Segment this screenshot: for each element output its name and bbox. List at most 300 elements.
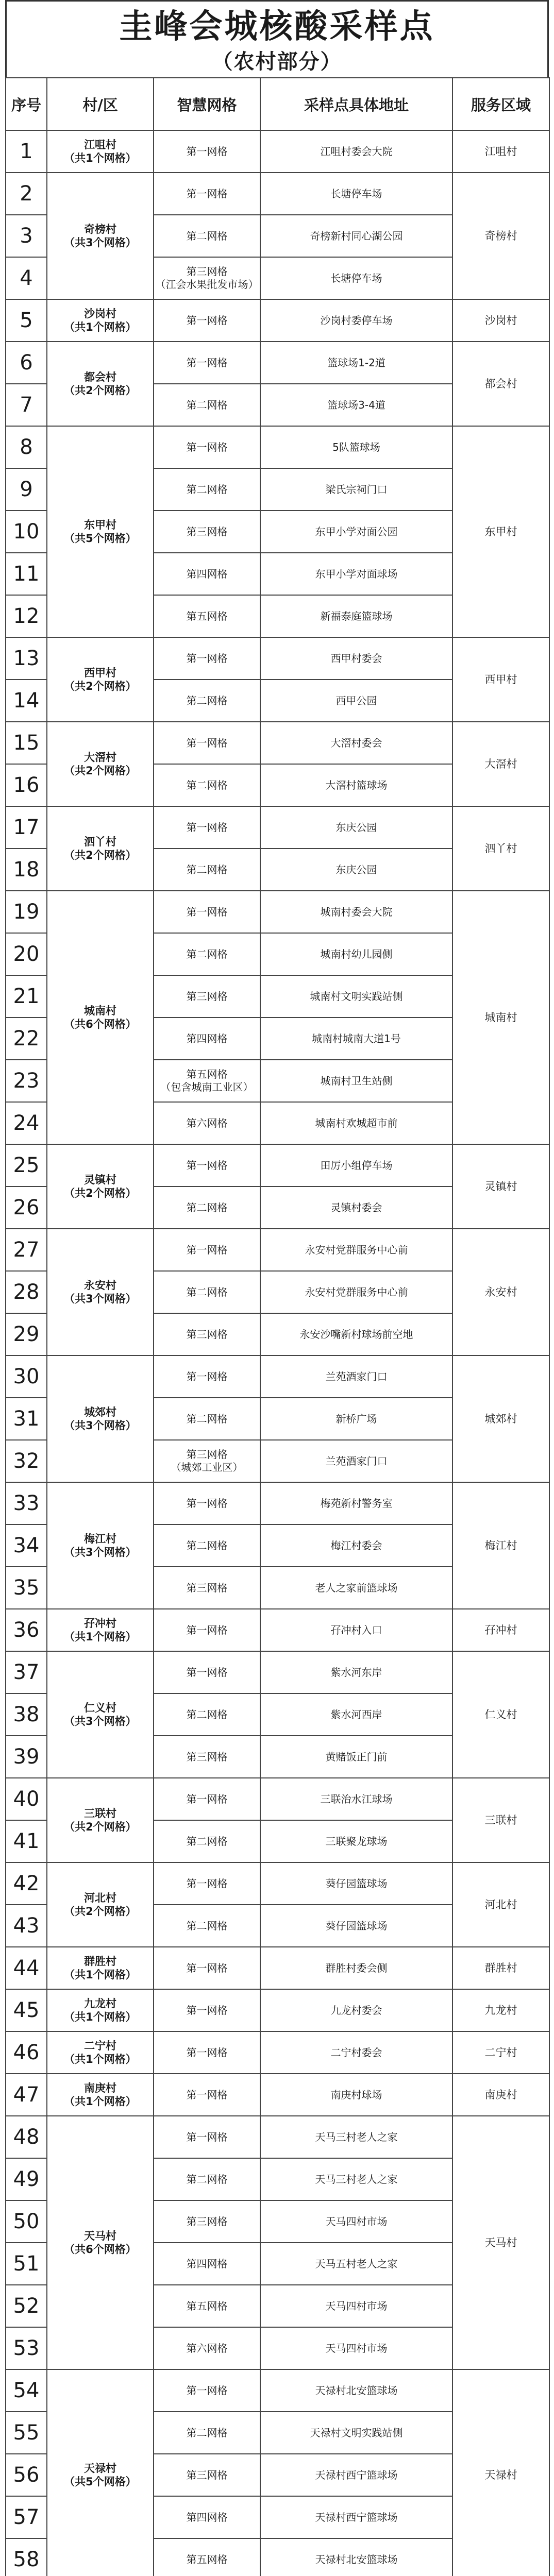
address-cell: 葵仔园篮球场 [260, 1905, 452, 1947]
service-area-cell: 江咀村 [452, 130, 549, 173]
grid-cell [154, 1187, 260, 1229]
service-area-cell: 沙岗村 [452, 299, 549, 342]
village-name: 天禄村 [84, 2462, 116, 2475]
address-cell: 南庚村球场 [260, 2074, 452, 2116]
village-cell [47, 2074, 154, 2116]
grid-name: 第二网格 [186, 1539, 228, 1552]
grid-cell [154, 215, 260, 257]
village-cell [47, 342, 154, 426]
row-number-cell: 43 [6, 1905, 47, 1947]
village-cell [47, 1989, 154, 2031]
grid-cell [154, 426, 260, 468]
address-cell: 东庆公园 [260, 849, 452, 891]
grid-cell [154, 2074, 260, 2116]
village-grid-count: （共3个网格） [64, 1293, 137, 1305]
grid-cell [154, 1144, 260, 1187]
village-cell [47, 1778, 154, 1862]
village-name: 泗丫村 [84, 836, 116, 848]
address-cell: 天马四村市场 [260, 2200, 452, 2243]
table-row [6, 1989, 549, 2031]
row-number-cell: 53 [6, 2327, 47, 2369]
village-grid-count: （共2个网格） [64, 384, 137, 397]
row-number-cell: 10 [6, 511, 47, 553]
service-area-cell: 永安村 [452, 1229, 549, 1355]
grid-name: 第二网格 [186, 778, 228, 791]
grid-cell [154, 1060, 260, 1102]
grid-cell [154, 1820, 260, 1862]
service-area-cell: 奇榜村 [452, 173, 549, 299]
table-row [6, 1229, 549, 1271]
village-name: 群胜村 [84, 1955, 116, 1968]
row-number-cell: 22 [6, 1018, 47, 1060]
address-cell: 灵镇村委会 [260, 1187, 452, 1229]
village-cell [47, 2369, 154, 2576]
address-cell: 天马四村市场 [260, 2285, 452, 2327]
grid-cell [154, 173, 260, 215]
address-cell: 城南村城南大道1号 [260, 1018, 452, 1060]
grid-note: （包含城南工业区） [160, 1081, 254, 1093]
grid-name: 第一网格 [186, 1159, 228, 1172]
grid-cell [154, 1229, 260, 1271]
village-name: 九龙村 [84, 1997, 116, 2010]
village-cell [47, 1229, 154, 1355]
grid-name: 第二网格 [186, 694, 228, 707]
address-cell: 永安村党群服务中心前 [260, 1271, 452, 1313]
grid-name: 第四网格 [186, 567, 228, 580]
grid-cell [154, 2285, 260, 2327]
village-cell [47, 1482, 154, 1609]
address-cell: 奇榜新村同心湖公园 [260, 215, 452, 257]
title-block [5, 0, 549, 77]
address-cell: 5队篮球场 [260, 426, 452, 468]
grid-name: 第二网格 [186, 483, 228, 496]
grid-cell [154, 637, 260, 680]
address-cell: 永安沙嘴新村球场前空地 [260, 1313, 452, 1355]
address-cell: 西甲公园 [260, 680, 452, 722]
row-number-cell: 14 [6, 680, 47, 722]
grid-name: 第一网格 [186, 736, 228, 749]
village-name: 永安村 [84, 1279, 116, 1292]
grid-cell [154, 1355, 260, 1398]
grid-cell [154, 1651, 260, 1693]
address-cell: 梁氏宗祠门口 [260, 468, 452, 511]
village-cell [47, 1144, 154, 1229]
address-cell: 城南村幼儿园侧 [260, 933, 452, 975]
village-cell [47, 2031, 154, 2074]
grid-cell [154, 1524, 260, 1567]
service-area-cell: 灵镇村 [452, 1144, 549, 1229]
village-name: 西甲村 [84, 667, 116, 679]
address-cell: 天禄村西宁篮球场 [260, 2496, 452, 2538]
table-row [6, 130, 549, 173]
table-row [6, 299, 549, 342]
grid-cell [154, 806, 260, 849]
grid-cell [154, 2243, 260, 2285]
village-cell [47, 1355, 154, 1482]
grid-cell [154, 1398, 260, 1440]
grid-cell [154, 975, 260, 1018]
address-cell: 长塘停车场 [260, 173, 452, 215]
row-number-cell: 1 [6, 130, 47, 173]
grid-cell [154, 1482, 260, 1524]
service-area-cell: 九龙村 [452, 1989, 549, 2031]
grid-name: 第二网格 [186, 863, 228, 876]
village-name: 沙岗村 [84, 308, 116, 320]
address-cell: 群胜村委会侧 [260, 1947, 452, 1989]
village-grid-count: （共6个网格） [64, 2243, 137, 2256]
grid-name: 第一网格 [186, 2384, 228, 2397]
service-area-cell: 西甲村 [452, 637, 549, 722]
row-number-cell: 4 [6, 257, 47, 299]
table-row [6, 806, 549, 849]
village-name: 仁义村 [84, 1702, 116, 1714]
row-number-cell: 37 [6, 1651, 47, 1693]
row-number-cell: 38 [6, 1693, 47, 1736]
grid-cell [154, 2327, 260, 2369]
village-grid-count: （共2个网格） [64, 765, 137, 777]
grid-cell [154, 1102, 260, 1144]
sampling-table [5, 77, 550, 2576]
grid-name: 第六网格 [186, 2342, 228, 2354]
row-number-cell: 56 [6, 2454, 47, 2496]
row-number-cell: 26 [6, 1187, 47, 1229]
row-number-cell: 24 [6, 1102, 47, 1144]
village-cell [47, 637, 154, 722]
address-cell: 永安村党群服务中心前 [260, 1229, 452, 1271]
grid-cell [154, 1693, 260, 1736]
address-cell: 新桥广场 [260, 1398, 452, 1440]
village-cell [47, 426, 154, 637]
village-name: 三联村 [84, 1807, 116, 1820]
grid-name: 第一网格 [186, 356, 228, 369]
grid-name: 第一网格 [186, 905, 228, 918]
grid-cell [154, 1018, 260, 1060]
service-area-cell: 二宁村 [452, 2031, 549, 2074]
row-number-cell: 17 [6, 806, 47, 849]
address-cell: 沙岗村委停车场 [260, 299, 452, 342]
address-cell: 东甲小学对面公园 [260, 511, 452, 553]
service-area-cell: 孖冲村 [452, 1609, 549, 1651]
row-number-cell: 29 [6, 1313, 47, 1355]
grid-cell [154, 722, 260, 764]
grid-name: 第一网格 [186, 314, 228, 327]
village-grid-count: （共2个网格） [64, 1187, 137, 1199]
address-cell: 城南村文明实践站侧 [260, 975, 452, 1018]
row-number-cell: 31 [6, 1398, 47, 1440]
grid-name: 第三网格 [186, 1448, 228, 1461]
grid-name: 第一网格 [186, 2130, 228, 2143]
table-row [6, 1651, 549, 1693]
service-area-cell: 天禄村 [452, 2369, 549, 2576]
village-name: 大滘村 [84, 751, 116, 764]
grid-name: 第二网格 [186, 1412, 228, 1425]
page-title: 圭峰会城核酸采样点 [119, 8, 435, 46]
grid-cell [154, 2158, 260, 2200]
address-cell: 天马三村老人之家 [260, 2116, 452, 2158]
village-grid-count: （共6个网格） [64, 1018, 137, 1030]
grid-name: 第二网格 [186, 2173, 228, 2185]
grid-cell [154, 1567, 260, 1609]
address-cell: 天禄村西宁篮球场 [260, 2454, 452, 2496]
service-area-cell: 河北村 [452, 1862, 549, 1947]
grid-cell [154, 299, 260, 342]
grid-cell [154, 342, 260, 384]
village-cell [47, 1651, 154, 1778]
village-cell [47, 299, 154, 342]
grid-cell [154, 553, 260, 595]
grid-name: 第四网格 [186, 2511, 228, 2523]
village-cell [47, 1862, 154, 1947]
header-area: 服务区域 [452, 78, 549, 130]
address-cell: 长塘停车场 [260, 257, 452, 299]
grid-name: 第一网格 [186, 1370, 228, 1383]
header-no: 序号 [6, 78, 47, 130]
village-cell [47, 1947, 154, 1989]
grid-name: 第四网格 [186, 2257, 228, 2270]
table-row [6, 1947, 549, 1989]
village-grid-count: （共1个网格） [64, 1969, 137, 1981]
address-cell: 九龙村委会 [260, 1989, 452, 2031]
grid-name: 第一网格 [186, 1666, 228, 1679]
grid-name: 第一网格 [186, 1497, 228, 1510]
village-name: 天马村 [84, 2230, 116, 2242]
row-number-cell: 6 [6, 342, 47, 384]
row-number-cell: 3 [6, 215, 47, 257]
row-number-cell: 9 [6, 468, 47, 511]
address-cell: 葵仔园篮球场 [260, 1862, 452, 1905]
grid-cell [154, 1440, 260, 1482]
row-number-cell: 51 [6, 2243, 47, 2285]
row-number-cell: 48 [6, 2116, 47, 2158]
grid-name: 第一网格 [186, 440, 228, 453]
grid-name: 第一网格 [186, 1877, 228, 1890]
village-name: 城郊村 [84, 1406, 116, 1418]
row-number-cell: 44 [6, 1947, 47, 1989]
table-row [6, 2031, 549, 2074]
address-cell: 江咀村委会大院 [260, 130, 452, 173]
page-subtitle: （农村部分） [212, 50, 342, 74]
address-cell: 田厉小组停车场 [260, 1144, 452, 1187]
village-name: 都会村 [84, 371, 116, 383]
row-number-cell: 27 [6, 1229, 47, 1271]
grid-cell [154, 1609, 260, 1651]
village-name: 江咀村 [84, 139, 116, 151]
grid-name: 第一网格 [186, 1792, 228, 1805]
grid-cell [154, 2412, 260, 2454]
village-name: 东甲村 [84, 519, 116, 531]
table-row [6, 342, 549, 384]
row-number-cell: 52 [6, 2285, 47, 2327]
grid-cell [154, 1313, 260, 1355]
grid-cell [154, 849, 260, 891]
table-row [6, 1355, 549, 1398]
table-row [6, 637, 549, 680]
address-cell: 新福泰庭篮球场 [260, 595, 452, 637]
grid-name: 第二网格 [186, 229, 228, 242]
grid-cell [154, 2538, 260, 2576]
grid-note: （城郊工业区） [171, 1461, 243, 1473]
grid-name: 第五网格 [186, 609, 228, 622]
grid-cell [154, 2454, 260, 2496]
address-cell: 大滘村篮球场 [260, 764, 452, 806]
village-grid-count: （共1个网格） [64, 2053, 137, 2065]
header-grid: 智慧网格 [154, 78, 260, 130]
table-row [6, 2074, 549, 2116]
address-cell: 东庆公园 [260, 806, 452, 849]
village-grid-count: （共3个网格） [64, 1715, 137, 1727]
grid-name: 第二网格 [186, 1835, 228, 1848]
table-row [6, 1482, 549, 1524]
row-number-cell: 21 [6, 975, 47, 1018]
service-area-cell: 群胜村 [452, 1947, 549, 1989]
grid-cell [154, 1778, 260, 1820]
grid-name: 第五网格 [186, 2553, 228, 2566]
grid-cell [154, 130, 260, 173]
row-number-cell: 19 [6, 891, 47, 933]
village-grid-count: （共1个网格） [64, 321, 137, 333]
address-cell: 西甲村委会 [260, 637, 452, 680]
table-row [6, 1609, 549, 1651]
village-name: 孖冲村 [84, 1617, 116, 1630]
grid-cell [154, 257, 260, 299]
village-cell [47, 891, 154, 1144]
village-name: 南庚村 [84, 2082, 116, 2094]
village-grid-count: （共5个网格） [64, 2476, 137, 2488]
row-number-cell: 28 [6, 1271, 47, 1313]
address-cell: 紫水河东岸 [260, 1651, 452, 1693]
row-number-cell: 7 [6, 384, 47, 426]
village-grid-count: （共3个网格） [64, 1546, 137, 1558]
address-cell: 兰苑酒家门口 [260, 1440, 452, 1482]
grid-cell [154, 764, 260, 806]
row-number-cell: 35 [6, 1567, 47, 1609]
village-name: 灵镇村 [84, 1174, 116, 1186]
address-cell: 城南村欢城超市前 [260, 1102, 452, 1144]
address-cell: 二宁村委会 [260, 2031, 452, 2074]
grid-cell [154, 1905, 260, 1947]
village-grid-count: （共1个网格） [64, 2095, 137, 2108]
row-number-cell: 11 [6, 553, 47, 595]
village-grid-count: （共2个网格） [64, 1821, 137, 1833]
grid-cell [154, 1989, 260, 2031]
grid-cell [154, 511, 260, 553]
grid-name: 第三网格 [186, 525, 228, 538]
village-grid-count: （共2个网格） [64, 1905, 137, 1918]
table-row [6, 173, 549, 215]
address-cell: 天马五村老人之家 [260, 2243, 452, 2285]
row-number-cell: 36 [6, 1609, 47, 1651]
table-row [6, 2369, 549, 2412]
service-area-cell: 大滘村 [452, 722, 549, 806]
grid-name: 第三网格 [186, 1328, 228, 1341]
grid-name: 第一网格 [186, 1623, 228, 1636]
village-grid-count: （共1个网格） [64, 152, 137, 164]
service-area-cell: 梅江村 [452, 1482, 549, 1609]
row-number-cell: 16 [6, 764, 47, 806]
village-grid-count: （共3个网格） [64, 1419, 137, 1432]
grid-name: 第一网格 [186, 652, 228, 665]
row-number-cell: 50 [6, 2200, 47, 2243]
grid-name: 第一网格 [186, 2046, 228, 2059]
service-area-cell: 南庚村 [452, 2074, 549, 2116]
row-number-cell: 33 [6, 1482, 47, 1524]
address-cell: 梅苑新村警务室 [260, 1482, 452, 1524]
address-cell: 三联聚龙球场 [260, 1820, 452, 1862]
table-row [6, 2116, 549, 2158]
grid-cell [154, 2116, 260, 2158]
grid-name: 第三网格 [186, 1581, 228, 1594]
row-number-cell: 13 [6, 637, 47, 680]
row-number-cell: 57 [6, 2496, 47, 2538]
grid-cell [154, 384, 260, 426]
grid-cell [154, 2200, 260, 2243]
village-grid-count: （共2个网格） [64, 849, 137, 861]
address-cell: 城南村卫生站侧 [260, 1060, 452, 1102]
row-number-cell: 55 [6, 2412, 47, 2454]
address-cell: 天禄村文明实践站侧 [260, 2412, 452, 2454]
row-number-cell: 20 [6, 933, 47, 975]
row-number-cell: 18 [6, 849, 47, 891]
grid-name: 第二网格 [186, 1708, 228, 1721]
village-name: 二宁村 [84, 2040, 116, 2052]
village-cell [47, 1609, 154, 1651]
table-row [6, 1144, 549, 1187]
grid-cell [154, 2369, 260, 2412]
grid-name: 第一网格 [186, 821, 228, 834]
village-grid-count: （共3个网格） [64, 236, 137, 249]
address-cell: 城南村委会大院 [260, 891, 452, 933]
grid-cell [154, 933, 260, 975]
row-number-cell: 41 [6, 1820, 47, 1862]
table-row [6, 1862, 549, 1905]
address-cell: 天禄村北安篮球场 [260, 2369, 452, 2412]
row-number-cell: 40 [6, 1778, 47, 1820]
service-area-cell: 泗丫村 [452, 806, 549, 891]
grid-cell [154, 468, 260, 511]
address-cell: 天马四村市场 [260, 2327, 452, 2369]
header-village: 村/区 [47, 78, 154, 130]
grid-name: 第三网格 [186, 265, 228, 278]
grid-name: 第五网格 [186, 2299, 228, 2312]
grid-cell [154, 680, 260, 722]
village-name: 奇榜村 [84, 223, 116, 235]
village-grid-count: （共2个网格） [64, 680, 137, 692]
grid-name: 第三网格 [186, 2468, 228, 2481]
grid-name: 第二网格 [186, 1919, 228, 1932]
service-area-cell: 天马村 [452, 2116, 549, 2369]
grid-cell [154, 891, 260, 933]
grid-name: 第一网格 [186, 2004, 228, 2016]
service-area-cell: 城南村 [452, 891, 549, 1144]
village-cell [47, 806, 154, 891]
grid-cell [154, 2031, 260, 2074]
table-body [6, 130, 549, 2576]
grid-name: 第六网格 [186, 1116, 228, 1129]
service-area-cell: 城郊村 [452, 1355, 549, 1482]
grid-name: 第二网格 [186, 1201, 228, 1214]
village-name: 城南村 [84, 1005, 116, 1017]
row-number-cell: 30 [6, 1355, 47, 1398]
row-number-cell: 39 [6, 1736, 47, 1778]
grid-name: 第一网格 [186, 187, 228, 200]
address-cell: 孖冲村入口 [260, 1609, 452, 1651]
village-cell [47, 173, 154, 299]
row-number-cell: 42 [6, 1862, 47, 1905]
row-number-cell: 23 [6, 1060, 47, 1102]
grid-cell [154, 1862, 260, 1905]
address-cell: 篮球场1-2道 [260, 342, 452, 384]
row-number-cell: 25 [6, 1144, 47, 1187]
